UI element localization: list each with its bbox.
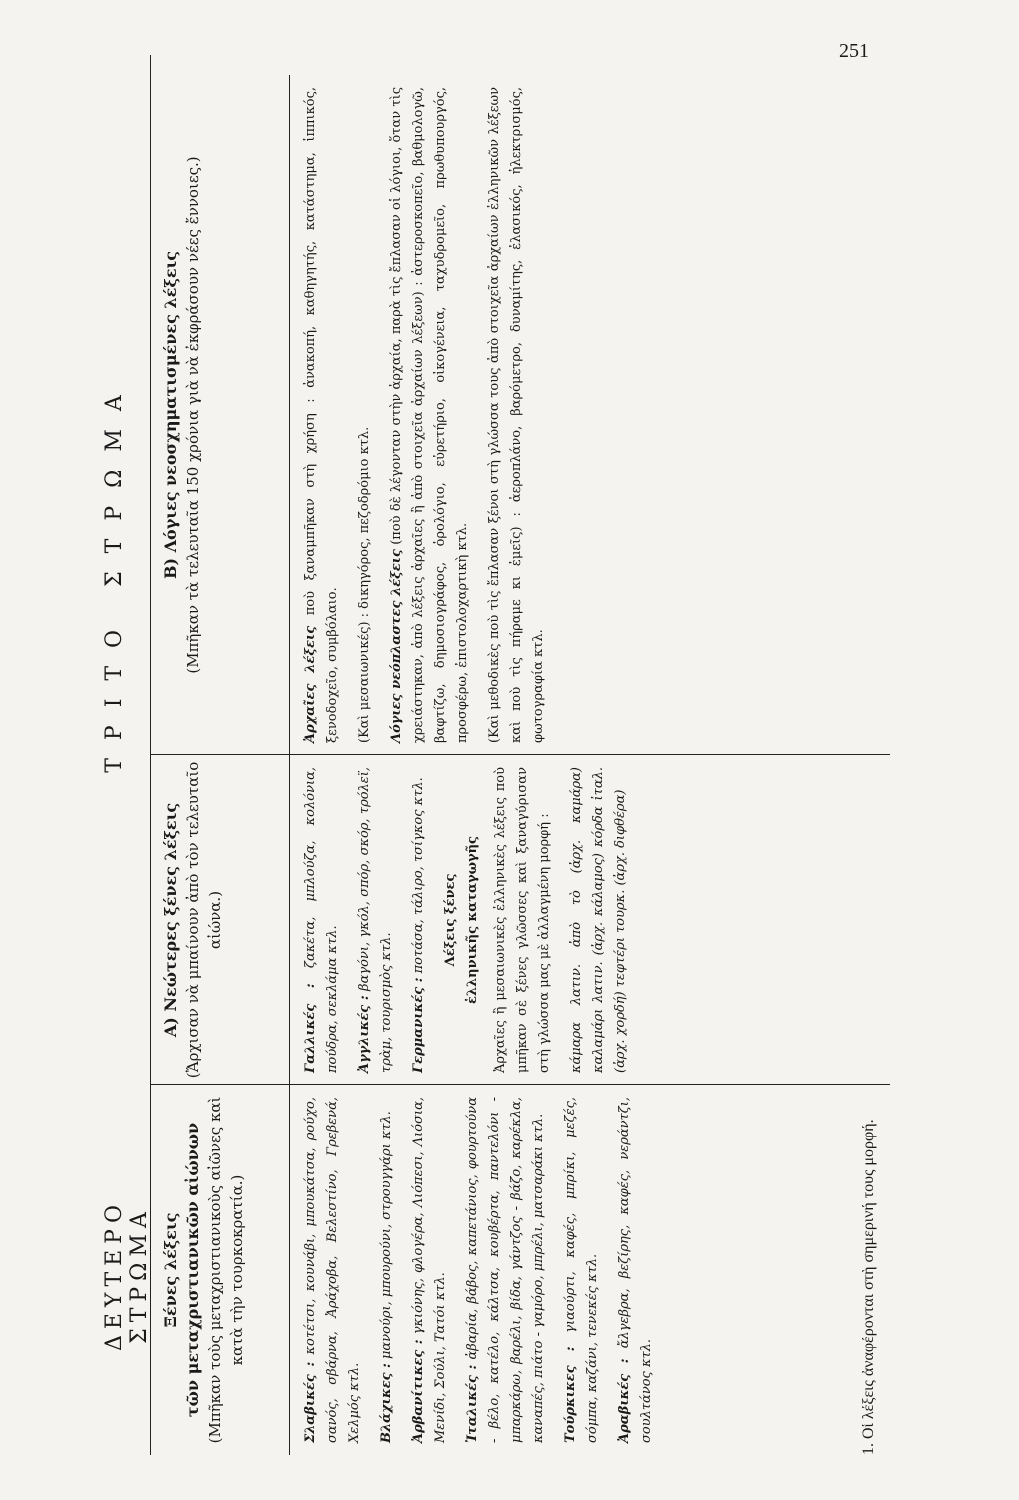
paragraph-medieval: (Καὶ μεσαιωνικές) : δικηγόρος, πεζοδρόμιο κτλ. xyxy=(357,426,372,743)
column-foreign-words-post-christian xyxy=(150,1084,890,1455)
paragraph-label: Ἀρχαῖες λέξεις xyxy=(303,625,318,743)
paragraph-ancient-words xyxy=(300,87,344,743)
column-heading xyxy=(150,1085,290,1455)
rotated-table xyxy=(90,55,890,1455)
entry-label: Τούρκικες : xyxy=(563,1346,578,1443)
column-heading xyxy=(150,75,290,755)
entry-turkish xyxy=(560,1097,604,1443)
entry-english xyxy=(354,767,398,1073)
entry-label: Ἀραβικές : xyxy=(617,1358,632,1443)
entry-label: Ἀγγλικές : xyxy=(357,995,372,1073)
column-title: Α) Νεώτερες ξένες λέξεις xyxy=(161,802,180,1038)
paragraph-foreign-coined: (Καὶ μεθοδικὲς ποὺ τὶς ἔπλασαν ξένοι στὴ γλώσσα τους ἀπὸ στοιχεῖα ἀρχαίων ἑλληνικῶν λέξεων καὶ ποὺ τὶς πήραμε κι ἐμεῖς) : ἀεροπλάνο, βαρόμετρο, δυναμίτης, ἐλασικός, ἠλεκτρισμός, φωτογραφία κτλ. xyxy=(487,87,546,743)
column-title: Β) Λόγιες νεοσχηματισμένες λέξεις xyxy=(161,250,180,580)
column-learned-neologisms xyxy=(150,75,890,755)
entry-albanian xyxy=(408,1097,452,1443)
header-deutero-stroma: ΔΕΥΤΕΡΟ ΣΤΡΩΜΑ xyxy=(102,1198,152,1352)
column-subtitle: (Μπῆκαν τοὺς μεταχριστιανικοὺς αἰῶνες καὶ κατὰ τὴν τουρκοκρατία.) xyxy=(206,1096,246,1444)
paragraph-text: ποὺ ξαναμπῆκαν στὴ χρήση : ἀνακοπή, καθηγητής, κατάστημα, ἱππικός, ξενοδοχεῖο, συμβόλαιο. xyxy=(303,87,340,743)
column-body xyxy=(300,87,560,743)
entry-label: Γερμανικές : xyxy=(411,977,426,1073)
entry-slavic xyxy=(300,1097,366,1443)
entry-text: γκιόνης, φλογέρα, Λιόπεσι, Λιόσια, Μενίδι, Σούλι, Τατόι κτλ. xyxy=(411,1097,448,1443)
column-subtitle: (Μπῆκαν τὰ τελευταῖα 150 χρόνια γιὰ νὰ ἐκφράσουν νέες ἔννοιες.) xyxy=(184,156,202,674)
paragraph-text: (ποὺ δὲ λέγονταν στὴν ἀρχαία, παρὰ τὶς ἔπλασαν οἱ λόγιοι, ὅταν τὶς χρειάστηκαν, ἀπὸ λέξεις ἀρχαῖες ἢ ἀπὸ στοιχεῖα ἀρχαίων λέξεων) : ἀστεροσκοπεῖο, βαθμολογῶ, βαφτίζω, δημοσιογράφος, ὁρολόγιο, εὐρετήριο, οἰκογένεια, ταχυδρομεῖο, πρωθυπουργός, προσφέρω, ἐπιστολοχαρτικὴ κτλ. xyxy=(389,87,470,743)
paragraph-neoplastic xyxy=(386,87,474,743)
column-body xyxy=(300,1097,668,1443)
entry-arabic xyxy=(614,1097,658,1443)
entry-text: ἄλγεβρα, βεζίρης, καφές, νεράντζι, σουλτάνος κτλ. xyxy=(617,1097,654,1443)
column-newer-foreign-words xyxy=(150,754,890,1085)
column-body xyxy=(300,767,642,1073)
page-number: 251 xyxy=(839,40,869,62)
paragraph-label: Λόγιες νεόπλαστες λέξεις xyxy=(389,549,404,743)
entry-text: γιαούρτι, καφές, μπρίκι, μεζές, σόμπα, καζάνι, τενεκές κτλ. xyxy=(563,1096,600,1443)
entry-text: ἀβαρία, βάβος, καπετάνιος, φουρτούνα - βέλο, κατέλο, κάλτσα, κουβέρτα, παντελόνι - μπαρκάρω, βαρέλι, βίδα, γάντζος - βάζο, καρέκλα, καναπές, πιάτο - γαμόρο, μπρέλι, ματσαράκι κτλ. xyxy=(465,1097,546,1443)
paragraph-greek-origin: Ἀρχαῖες ἢ μεσαιωνικὲς ἑλληνικὲς λέξεις ποὺ μπῆκαν σὲ ξένες γλῶσσες καὶ ξαναγύρισαν στὴ γλώσσα μας μὲ ἀλλαγμένη μορφή : xyxy=(493,767,552,1073)
entry-vlach xyxy=(376,1097,398,1443)
entry-text: μανούρι, μπουρούνι, στρουγγάρι κτλ. xyxy=(379,1111,394,1360)
footnote: 1. Οἱ λέξεις ἀναφέρονται στὴ σημερινή τους μορφή. xyxy=(860,1119,877,1455)
entry-label: Βλάχικες : xyxy=(379,1363,394,1443)
entry-label: Σλαβικές : xyxy=(303,1361,318,1443)
subheading-line1: Λέξεις ξένες xyxy=(443,873,458,967)
subheading-greek-origin xyxy=(440,767,484,1073)
entry-french xyxy=(300,767,344,1073)
examples-list: κάμαρα λατιν. ἀπὸ τὸ (ἀρχ. καμάρα) καλαμάρι λατιν. (ἀρχ. κάλαμος) κόρδα ἰταλ. (ἀρχ. χορδή) τεφτέρι τουρκ. (ἀρχ. διφθέρα) xyxy=(569,767,628,1073)
column-title-line2: τῶν μεταχριστιανικῶν αἰώνων xyxy=(183,1122,202,1418)
entry-text: κοτέτσι, κουνάβι, μπουκάτσα, ρούχο, σανός, σβάρνα, Ἀράχοβα, Βελεστίνο, Γρεβενά, Χελμός κτλ. xyxy=(303,1097,362,1443)
entry-text: ζακέτα, μπλούζα, κολόνια, πούδρα, σεκλάμα κτλ. xyxy=(303,767,340,1073)
subheading-line2: ἑλληνικῆς καταγωγῆς xyxy=(465,836,480,1004)
header-trito-stroma: ΤΡΙΤΟ ΣΤΡΩΜΑ xyxy=(102,377,127,773)
entry-italian xyxy=(462,1097,550,1443)
entry-german xyxy=(408,767,430,1073)
column-heading xyxy=(150,755,290,1085)
entry-label: Ἰταλικές : xyxy=(465,1364,480,1443)
table-header-row xyxy=(90,55,151,1455)
entry-text: ποτάσα, τάλιρο, τσίγκος κτλ. xyxy=(411,777,426,974)
entry-label: Γαλλικές : xyxy=(303,983,318,1073)
entry-label: Ἀρβανίτικες : xyxy=(411,1339,426,1443)
column-title: Ξένες λέξεις xyxy=(161,1212,180,1328)
column-subtitle: (Ἄρχισαν νὰ μπαίνουν ἀπὸ τὸν τελευταῖο αἰώνα.) xyxy=(184,761,224,1079)
entry-text: βαγόνι, γκόλ, σπόρ, σκόρ, τρόλεϊ, τρὰμ, τουρισμὸς κτλ. xyxy=(357,767,394,1073)
